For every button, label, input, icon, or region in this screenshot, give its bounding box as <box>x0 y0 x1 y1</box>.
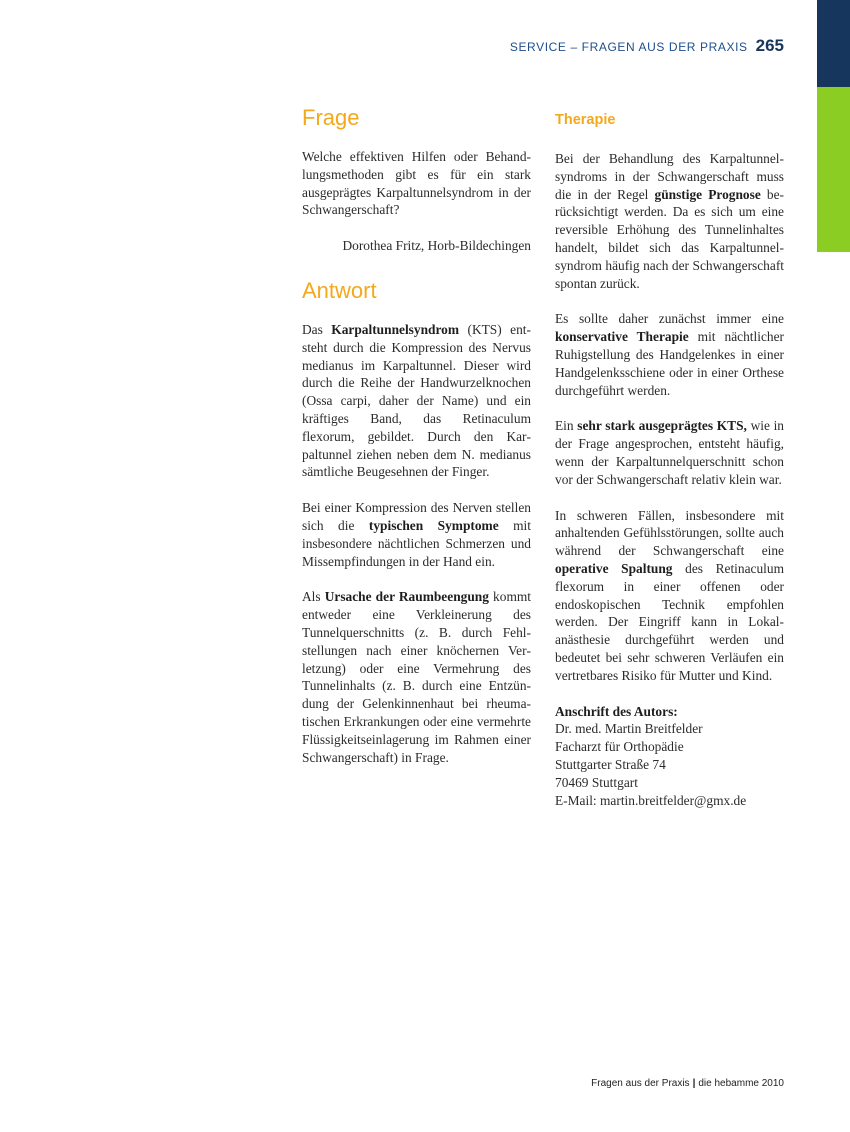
text-run: (KTS) entsteht durch die Kompression des Nervus medianus im Karpaltunnel. Dieser wird durch die Reihe der Handwurzelknochen (Ossa carpi, daher der Name) und ein kräftiges Band, das Retinaculum flexorum, gebildet. Durch den Karpaltunnel ziehen neben dem N. medianus sämtliche Beugesehnen der Finger. <box>302 321 531 480</box>
therapy-paragraph-1 <box>555 150 784 292</box>
address-line: 70469 Stuttgart <box>555 774 638 790</box>
address-label: Anschrift des Autors: <box>555 703 678 719</box>
text-run: Als <box>302 589 325 605</box>
emphasis: konservative Therapie <box>555 329 689 345</box>
page-footer <box>591 1078 784 1089</box>
text-run: des Retinaculum flexorum in einer offenen oder endoskopischen Technik empfohlen werden. Der Eingriff kann in Lokalanästhesie durchgeführt werden und bedeutet bei sehr schweren Verläufen ein vertretbares Risiko für Mutter und Kind. <box>555 560 784 683</box>
email-line: E-Mail: martin.breitfelder@gmx.de <box>555 792 747 808</box>
therapy-paragraph-2 <box>555 310 784 399</box>
text-run: Es sollte daher zunächst immer eine <box>555 311 784 327</box>
green-color-bar <box>817 87 850 252</box>
question-heading: Frage <box>302 105 360 130</box>
question-signature: Dorothea Fritz, Horb-Bildechingen <box>342 238 531 254</box>
question-text: Welche effektiven Hilfen oder Behandlungsmethoden gibt es für ein stark ausgeprägtes Karpaltunnelsyndrom in der Schwangerschaft? <box>302 149 531 218</box>
author-address <box>555 703 784 810</box>
therapy-paragraph-4 <box>555 507 784 685</box>
emphasis: typischen Symptome <box>368 517 499 533</box>
text-run: berücksichtigt werden. Da es sich um eine reversible Erhöhung des Tunnelinhaltes handelt, bildet sich das Karpaltunnelsyndrom häufig nach der Schwangerschaft spontan zurück. <box>555 186 784 291</box>
text-run: mit insbesondere nächtlichen Schmerzen und Missempfindungen in der Hand ein. <box>302 517 531 569</box>
emphasis: Ursache der Raumbeengung <box>324 589 489 605</box>
section-title: SERVICE – FRAGEN AUS DER PRAXIS <box>509 40 748 54</box>
text-run: In schweren Fällen, insbesondere mit anhaltenden Gefühlsstörungen, sollte auch während der Schwangerschaft eine <box>555 507 784 559</box>
therapy-paragraph-3 <box>555 417 784 488</box>
navy-color-bar <box>817 0 850 87</box>
emphasis: Karpaltunnelsyndrom <box>331 321 460 337</box>
left-column <box>302 104 531 784</box>
text-run: Das <box>302 321 332 337</box>
address-line: Facharzt für Orthopädie <box>555 739 684 755</box>
emphasis: sehr stark ausgeprägtes KTS, <box>577 418 747 434</box>
address-line: Dr. med. Martin Breitfelder <box>555 721 703 737</box>
emphasis: günstige Prognose <box>654 186 761 202</box>
right-column <box>555 109 784 809</box>
text-run: kommt entweder eine Verkleinerung des Tunnelquerschnitts (z. B. durch Fehlstellungen nach einer knöchernen Verletzung) oder eine Vermehrung des Tunnelinhalts (z. B. durch eine Entzündung der Gelenkinnenhaut bei rheumatischen Erkrankungen oder eine vermehrte Flüssigkeitseinlagerung im Rahmen einer Schwangerschaft) in Frage. <box>302 589 531 765</box>
answer-paragraph-1 <box>302 321 531 481</box>
footer-section: Fragen aus der Praxis <box>591 1078 690 1089</box>
address-line: Stuttgarter Straße 74 <box>555 756 666 772</box>
page-number: 265 <box>755 36 784 55</box>
text-run: wie in der Frage angesprochen, entsteht häufig, wenn der Karpaltunnelquerschnitt schon vor der Schwangerschaft relativ klein war. <box>555 418 784 487</box>
answer-heading: Antwort <box>302 277 377 303</box>
text-run: Ein <box>555 418 578 434</box>
running-header <box>510 36 784 56</box>
text-run: Bei einer Kompression des Nerven stellen sich die <box>302 500 531 533</box>
text-run: mit nächtlicher Ruhigstellung des Handgelenkes in einer Handgelenksschiene oder in einer Orthese durchgeführt werden. <box>555 329 784 398</box>
answer-paragraph-3 <box>302 588 531 766</box>
emphasis: operative Spaltung <box>555 560 673 576</box>
text-run: Bei der Behandlung des Karpaltunnelsyndroms in der Schwangerschaft muss die in der Regel <box>555 151 784 202</box>
answer-paragraph-2 <box>302 499 531 570</box>
therapy-heading: Therapie <box>555 112 616 128</box>
footer-separator: | <box>692 1078 696 1089</box>
footer-journal: die hebamme 2010 <box>698 1078 784 1089</box>
